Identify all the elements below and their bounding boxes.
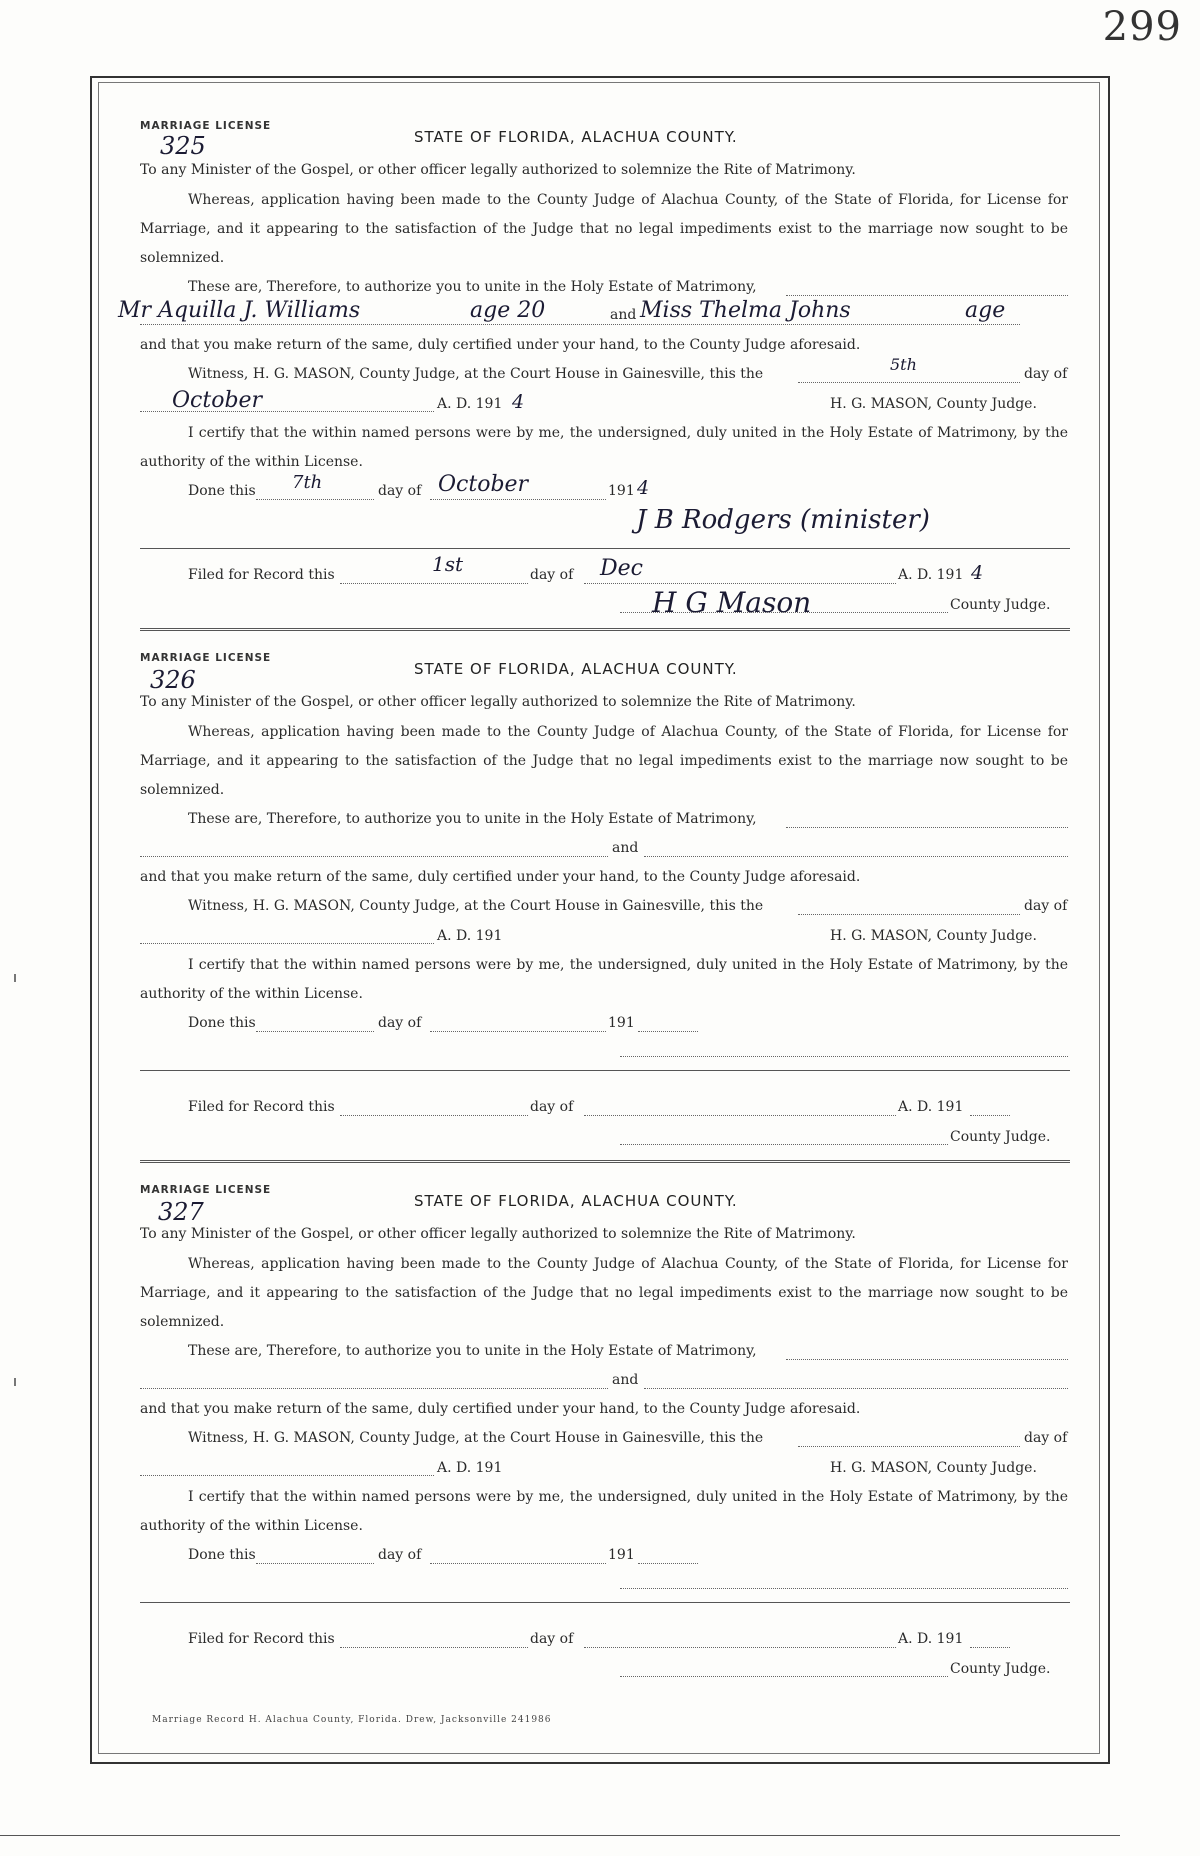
filed-year-digit: 4	[971, 562, 984, 584]
done-day-of-label: day of	[378, 1547, 422, 1563]
ad-label: A. D. 191	[437, 396, 503, 412]
groom-age: age 20	[470, 298, 546, 323]
filed-for-record-label: Filed for Record this	[188, 1099, 335, 1115]
witness-month: October	[172, 388, 263, 413]
witness-day: 5th	[890, 355, 917, 374]
filed-for-record-label: Filed for Record this	[188, 1631, 335, 1647]
license-number: 327	[158, 1198, 204, 1226]
county-judge-label: County Judge.	[950, 597, 1051, 613]
filed-day-of-label: day of	[530, 567, 574, 583]
page-bottom-edge	[0, 1835, 1120, 1836]
certify-line-1: I certify that the within named persons were by me, the undersigned, duly united in the Holy Estate of Matrimony, by the	[188, 957, 1068, 973]
return-line: and that you make return of the same, duly certified under your hand, to the County Judge aforesaid.	[140, 869, 861, 885]
margin-mark	[14, 1378, 16, 1386]
whereas-line-3: solemnized.	[140, 1314, 225, 1330]
done-year-digit: 4	[637, 477, 650, 499]
groom-name: Mr Aquilla J. Williams	[118, 298, 361, 323]
done-month: October	[438, 472, 529, 497]
done-year-label: 191	[608, 1547, 635, 1563]
whereas-line-2: Marriage, and it appearing to the satisfaction of the Judge that no legal impediments exist to the marriage now sought to be	[140, 221, 1068, 237]
return-line: and that you make return of the same, duly certified under your hand, to the County Judge aforesaid.	[140, 337, 861, 353]
and-label: and	[610, 307, 637, 323]
minister-line: To any Minister of the Gospel, or other officer legally authorized to solemnize the Rite of Matrimony.	[140, 694, 856, 710]
whereas-line-2: Marriage, and it appearing to the satisfaction of the Judge that no legal impediments exist to the marriage now sought to be	[140, 1285, 1068, 1301]
license-325	[0, 0, 1200, 619]
certify-line-1: I certify that the within named persons were by me, the undersigned, duly united in the Holy Estate of Matrimony, by the	[188, 425, 1068, 441]
page-number: 299	[1102, 4, 1182, 50]
county-judge-label: County Judge.	[950, 1129, 1051, 1145]
bride-name: Miss Thelma Johns	[640, 298, 851, 323]
judge-name: H. G. MASON, County Judge.	[830, 1460, 1037, 1476]
marriage-license-label: MARRIAGE LICENSE	[140, 1184, 272, 1196]
certify-line-2: authority of the within License.	[140, 986, 363, 1002]
whereas-line-2: Marriage, and it appearing to the satisfaction of the Judge that no legal impediments exist to the marriage now sought to be	[140, 753, 1068, 769]
day-of-label: day of	[1024, 1430, 1068, 1446]
these-are-line: These are, Therefore, to authorize you to unite in the Holy Estate of Matrimony,	[188, 811, 757, 827]
filed-ad-label: A. D. 191	[898, 567, 964, 583]
done-day: 7th	[292, 472, 323, 493]
officiant-signature: J B Rodgers (minister)	[636, 505, 930, 535]
return-line: and that you make return of the same, duly certified under your hand, to the County Judge aforesaid.	[140, 1401, 861, 1417]
license-number: 326	[150, 666, 196, 694]
ad-label: A. D. 191	[437, 928, 503, 944]
filed-day-of-label: day of	[530, 1631, 574, 1647]
whereas-line-3: solemnized.	[140, 782, 225, 798]
certify-line-2: authority of the within License.	[140, 454, 363, 470]
done-this-label: Done this	[188, 1015, 256, 1031]
and-label: and	[612, 840, 639, 856]
whereas-line-3: solemnized.	[140, 250, 225, 266]
margin-mark	[14, 974, 16, 982]
witness-year-digit: 4	[512, 391, 525, 413]
marriage-license-label: MARRIAGE LICENSE	[140, 652, 272, 664]
license-326	[0, 532, 1200, 1145]
done-this-label: Done this	[188, 1547, 256, 1563]
minister-line: To any Minister of the Gospel, or other officer legally authorized to solemnize the Rite of Matrimony.	[140, 162, 856, 178]
license-327	[0, 1064, 1200, 1677]
witness-line: Witness, H. G. MASON, County Judge, at the Court House in Gainesville, this the	[188, 898, 764, 914]
and-label: and	[612, 1372, 639, 1388]
whereas-line-1: Whereas, application having been made to the County Judge of Alachua County, of the State of Florida, for License for	[188, 192, 1068, 208]
license-title: STATE OF FLORIDA, ALACHUA COUNTY.	[414, 1192, 738, 1210]
filed-month: Dec	[600, 556, 643, 581]
filed-day: 1st	[432, 552, 464, 576]
bride-age: age	[965, 298, 1006, 323]
done-this-label: Done this	[188, 483, 256, 499]
these-are-line: These are, Therefore, to authorize you to unite in the Holy Estate of Matrimony,	[188, 279, 757, 295]
day-of-label: day of	[1024, 366, 1068, 382]
judge-signature: H G Mason	[652, 586, 812, 619]
witness-line: Witness, H. G. MASON, County Judge, at the Court House in Gainesville, this the	[188, 366, 764, 382]
license-number: 325	[160, 132, 206, 160]
county-judge-label: County Judge.	[950, 1661, 1051, 1677]
these-are-line: These are, Therefore, to authorize you to unite in the Holy Estate of Matrimony,	[188, 1343, 757, 1359]
filed-ad-label: A. D. 191	[898, 1099, 964, 1115]
ad-label: A. D. 191	[437, 1460, 503, 1476]
filed-for-record-label: Filed for Record this	[188, 567, 335, 583]
done-day-of-label: day of	[378, 1015, 422, 1031]
certify-line-1: I certify that the within named persons were by me, the undersigned, duly united in the Holy Estate of Matrimony, by the	[188, 1489, 1068, 1505]
minister-line: To any Minister of the Gospel, or other officer legally authorized to solemnize the Rite of Matrimony.	[140, 1226, 856, 1242]
done-year-label: 191	[608, 483, 635, 499]
done-day-of-label: day of	[378, 483, 422, 499]
done-year-label: 191	[608, 1015, 635, 1031]
filed-day-of-label: day of	[530, 1099, 574, 1115]
judge-name: H. G. MASON, County Judge.	[830, 396, 1037, 412]
day-of-label: day of	[1024, 898, 1068, 914]
license-title: STATE OF FLORIDA, ALACHUA COUNTY.	[414, 128, 738, 146]
marriage-license-label: MARRIAGE LICENSE	[140, 120, 272, 132]
license-title: STATE OF FLORIDA, ALACHUA COUNTY.	[414, 660, 738, 678]
judge-name: H. G. MASON, County Judge.	[830, 928, 1037, 944]
certify-line-2: authority of the within License.	[140, 1518, 363, 1534]
whereas-line-1: Whereas, application having been made to the County Judge of Alachua County, of the State of Florida, for License for	[188, 1256, 1068, 1272]
witness-line: Witness, H. G. MASON, County Judge, at the Court House in Gainesville, this the	[188, 1430, 764, 1446]
footer-imprint: Marriage Record H. Alachua County, Florida. Drew, Jacksonville 241986	[152, 1715, 552, 1725]
filed-ad-label: A. D. 191	[898, 1631, 964, 1647]
whereas-line-1: Whereas, application having been made to the County Judge of Alachua County, of the State of Florida, for License for	[188, 724, 1068, 740]
